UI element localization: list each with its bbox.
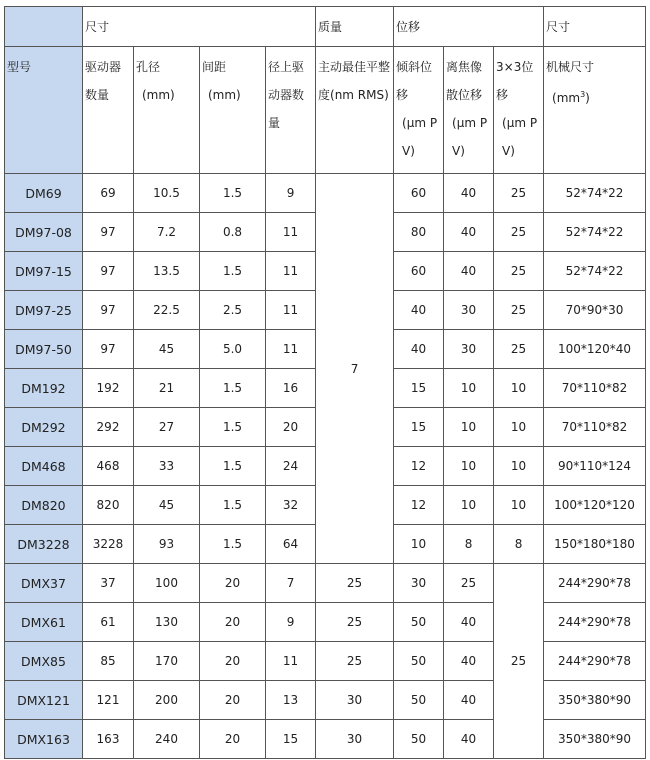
header-size-group-2: 尺寸 [544,7,646,47]
cell-aperture: 93 [134,525,200,564]
table-row [5,720,646,759]
cell-actuator-count: 69 [83,174,134,213]
cell-mech-size: 52*74*22 [544,213,646,252]
cell-pitch: 20 [200,720,266,759]
cell-radial: 11 [266,291,316,330]
cell-radial: 15 [266,720,316,759]
cell-defocus: 40 [444,642,494,681]
cell-mech-size: 150*180*180 [544,525,646,564]
cell-three-by-three: 25 [494,330,544,369]
cell-tilt: 60 [394,252,444,291]
cell-tilt: 12 [394,447,444,486]
cell-aperture: 22.5 [134,291,200,330]
cell-model: DM820 [5,486,83,525]
cell-model: DM69 [5,174,83,213]
cell-model: DM97-25 [5,291,83,330]
cell-model: DMX121 [5,681,83,720]
cell-pitch: 1.5 [200,486,266,525]
header-three-unit: (μm PV) [502,116,538,158]
cell-defocus: 10 [444,369,494,408]
cell-flatness: 25 [316,603,394,642]
cell-radial: 16 [266,369,316,408]
header-empty-cell [5,7,83,47]
cell-tilt: 50 [394,681,444,720]
cell-flatness: 30 [316,720,394,759]
cell-radial: 7 [266,564,316,603]
cell-three-by-three: 10 [494,447,544,486]
cell-flatness: 25 [316,642,394,681]
cell-mech-size: 90*110*124 [544,447,646,486]
cell-aperture: 21 [134,369,200,408]
cell-mech-size: 350*380*90 [544,720,646,759]
cell-tilt: 40 [394,291,444,330]
header-radial-actuators: 径上驱动器数量 [266,47,316,174]
cell-actuator-count: 97 [83,213,134,252]
cell-aperture: 13.5 [134,252,200,291]
cell-tilt: 60 [394,174,444,213]
cell-radial: 9 [266,174,316,213]
cell-tilt: 15 [394,408,444,447]
table-row [5,642,646,681]
cell-tilt: 80 [394,213,444,252]
header-mech-unit [546,81,643,112]
cell-defocus: 40 [444,174,494,213]
header-pitch [200,47,266,174]
cell-three-by-three: 25 [494,291,544,330]
cell-defocus: 40 [444,681,494,720]
header-size-group: 尺寸 [83,7,316,47]
cell-aperture: 100 [134,564,200,603]
cell-pitch: 5.0 [200,330,266,369]
cell-actuator-count: 61 [83,603,134,642]
cell-aperture: 240 [134,720,200,759]
header-mech-unit-open: (mm [552,91,581,105]
cell-pitch: 0.8 [200,213,266,252]
header-pitch-unit: (mm) [208,88,241,102]
cell-model: DM97-15 [5,252,83,291]
cell-model: DM468 [5,447,83,486]
cell-three-by-three: 25 [494,213,544,252]
cell-pitch: 20 [200,603,266,642]
header-mech-unit-sup: 3 [580,90,586,99]
cell-actuator-count: 97 [83,252,134,291]
header-actuator-count: 驱动器数量 [83,47,134,174]
header-aperture [134,47,200,174]
header-three-label: 3×3位移 [496,60,534,102]
cell-tilt: 50 [394,720,444,759]
cell-radial: 64 [266,525,316,564]
cell-actuator-count: 3228 [83,525,134,564]
cell-tilt: 12 [394,486,444,525]
cell-defocus: 40 [444,252,494,291]
cell-model: DM97-08 [5,213,83,252]
cell-mech-size: 70*110*82 [544,408,646,447]
cell-pitch: 20 [200,564,266,603]
cell-actuator-count: 97 [83,291,134,330]
header-aperture-label: 孔径 [136,60,161,74]
cell-aperture: 33 [134,447,200,486]
table-row [5,681,646,720]
header-three-by-three [494,47,544,174]
cell-defocus: 8 [444,525,494,564]
cell-model: DMX61 [5,603,83,642]
cell-defocus: 40 [444,603,494,642]
cell-model: DM3228 [5,525,83,564]
cell-pitch: 1.5 [200,252,266,291]
header-model: 型号 [5,47,83,174]
header-row-groups [5,7,646,47]
cell-actuator-count: 97 [83,330,134,369]
cell-radial: 20 [266,408,316,447]
cell-mech-size: 52*74*22 [544,174,646,213]
cell-three-by-three: 8 [494,525,544,564]
cell-pitch: 1.5 [200,525,266,564]
cell-aperture: 200 [134,681,200,720]
cell-aperture: 45 [134,486,200,525]
header-mech-label: 机械尺寸 [546,60,595,74]
cell-defocus: 10 [444,447,494,486]
cell-tilt: 50 [394,603,444,642]
cell-defocus: 40 [444,720,494,759]
cell-actuator-count: 163 [83,720,134,759]
cell-actuator-count: 192 [83,369,134,408]
cell-radial: 11 [266,330,316,369]
cell-flatness: 25 [316,564,394,603]
cell-radial: 24 [266,447,316,486]
cell-defocus: 30 [444,291,494,330]
spec-table [4,6,646,759]
cell-actuator-count: 37 [83,564,134,603]
cell-mech-size: 100*120*40 [544,330,646,369]
header-pitch-label: 间距 [202,60,227,74]
header-mech-size [544,47,646,174]
cell-tilt: 40 [394,330,444,369]
cell-pitch: 1.5 [200,369,266,408]
cell-mech-size: 100*120*120 [544,486,646,525]
cell-three-by-three: 10 [494,369,544,408]
cell-pitch: 20 [200,642,266,681]
cell-flatness-merged: 7 [316,174,394,564]
cell-aperture: 170 [134,642,200,681]
header-tilt [394,47,444,174]
cell-radial: 32 [266,486,316,525]
cell-aperture: 45 [134,330,200,369]
cell-aperture: 10.5 [134,174,200,213]
header-defocus-unit: (μm PV) [452,116,488,158]
cell-mech-size: 244*290*78 [544,564,646,603]
header-quality-group: 质量 [316,7,394,47]
cell-three-by-three: 25 [494,252,544,291]
cell-radial: 11 [266,213,316,252]
cell-tilt: 10 [394,525,444,564]
header-defocus [444,47,494,174]
cell-defocus: 25 [444,564,494,603]
cell-defocus: 10 [444,408,494,447]
cell-mech-size: 350*380*90 [544,681,646,720]
cell-actuator-count: 121 [83,681,134,720]
cell-pitch: 20 [200,681,266,720]
header-tilt-label: 倾斜位移 [396,60,433,102]
cell-mech-size: 244*290*78 [544,642,646,681]
cell-pitch: 1.5 [200,174,266,213]
cell-three-by-three-merged: 25 [494,564,544,759]
cell-model: DM292 [5,408,83,447]
cell-tilt: 30 [394,564,444,603]
cell-actuator-count: 292 [83,408,134,447]
cell-model: DMX163 [5,720,83,759]
table-row [5,603,646,642]
cell-aperture: 7.2 [134,213,200,252]
header-aperture-unit: (mm) [142,88,175,102]
cell-three-by-three: 10 [494,408,544,447]
cell-model: DMX37 [5,564,83,603]
table-row [5,564,646,603]
table-row [5,174,646,213]
cell-defocus: 40 [444,213,494,252]
cell-actuator-count: 820 [83,486,134,525]
cell-tilt: 15 [394,369,444,408]
cell-pitch: 1.5 [200,408,266,447]
header-row-columns [5,47,646,174]
header-flatness: 主动最佳平整度(nm RMS) [316,47,394,174]
cell-aperture: 27 [134,408,200,447]
cell-actuator-count: 85 [83,642,134,681]
header-tilt-unit: (μm PV) [402,116,438,158]
cell-model: DMX85 [5,642,83,681]
cell-three-by-three: 25 [494,174,544,213]
cell-pitch: 2.5 [200,291,266,330]
cell-model: DM192 [5,369,83,408]
cell-flatness: 30 [316,681,394,720]
cell-aperture: 130 [134,603,200,642]
header-mech-unit-close: ) [585,91,590,105]
cell-tilt: 50 [394,642,444,681]
cell-radial: 13 [266,681,316,720]
header-displacement-group: 位移 [394,7,544,47]
cell-pitch: 1.5 [200,447,266,486]
cell-mech-size: 244*290*78 [544,603,646,642]
cell-mech-size: 70*90*30 [544,291,646,330]
cell-radial: 11 [266,642,316,681]
cell-mech-size: 52*74*22 [544,252,646,291]
cell-actuator-count: 468 [83,447,134,486]
cell-defocus: 30 [444,330,494,369]
cell-radial: 9 [266,603,316,642]
cell-radial: 11 [266,252,316,291]
cell-model: DM97-50 [5,330,83,369]
cell-defocus: 10 [444,486,494,525]
cell-mech-size: 70*110*82 [544,369,646,408]
cell-three-by-three: 10 [494,486,544,525]
header-defocus-label: 离焦像散位移 [446,60,483,102]
